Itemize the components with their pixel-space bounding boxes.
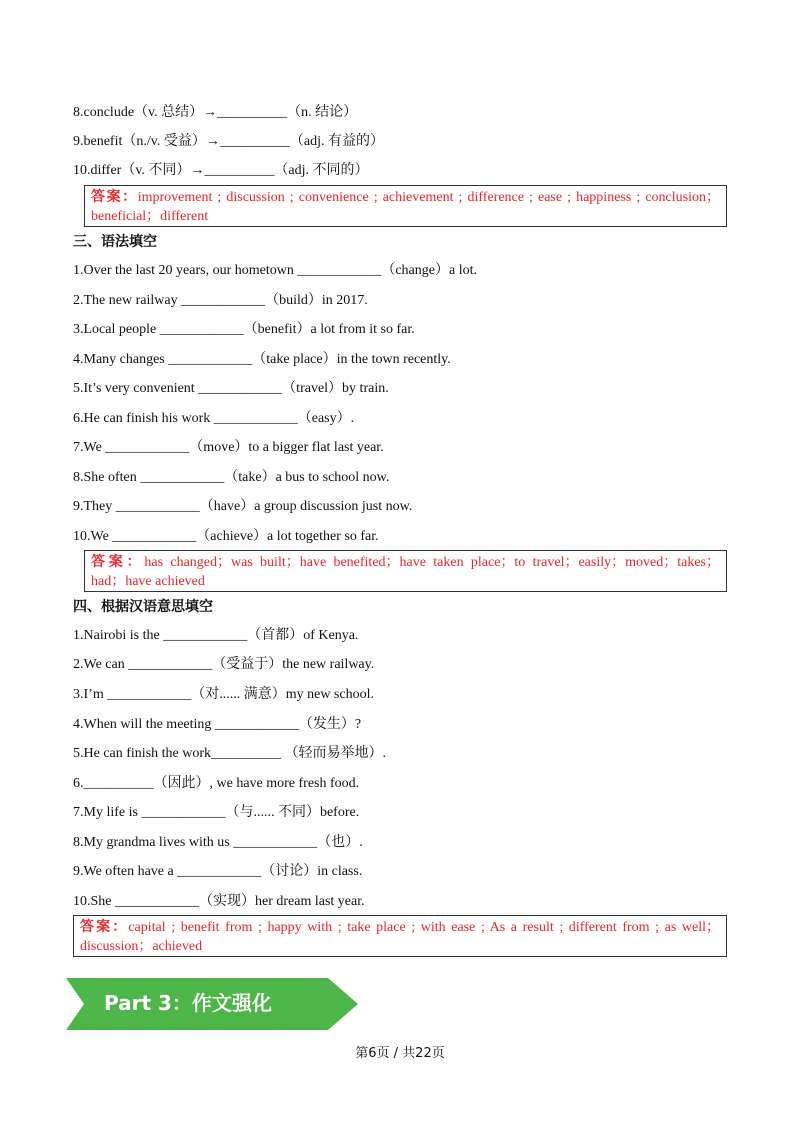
answer-box	[73, 915, 727, 957]
exercise-line: 6.He can finish his work ____________（easy）.	[73, 411, 355, 426]
exercise-line: 4.When will the meeting ____________（发生）?	[73, 717, 362, 732]
section-heading: 三、语法填空	[73, 234, 157, 250]
section-heading: 四、根据汉语意思填空	[73, 599, 213, 615]
exercise-line: 8.conclude（v. 总结）→__________（n. 结论）	[73, 105, 358, 120]
exercise-line: 10.We ____________（achieve）a lot together so far.	[73, 529, 379, 544]
answer-box	[84, 550, 727, 592]
exercise-line: 7.We ____________（move）to a bigger flat last year.	[73, 440, 384, 455]
exercise-line: 2.We can ____________（受益于）the new railway.	[73, 657, 375, 672]
answer-text: capital ; benefit from ; happy with ; take place ; with ease ; As a result ; different from ; as well；discussion；achieved	[80, 920, 721, 954]
answer-label: 答案：	[80, 919, 129, 935]
exercise-line: 4.Many changes ____________（take place）in the town recently.	[73, 352, 451, 367]
exercise-line: 3.Local people ____________（benefit）a lot from it so far.	[73, 322, 415, 337]
exercise-line: 5.It’s very convenient ____________（travel）by train.	[73, 381, 389, 396]
exercise-line: 7.My life is ____________（与...... 不同）before.	[73, 805, 360, 820]
exercise-line: 3.I’m ____________（对...... 满意）my new school.	[73, 687, 374, 702]
page-number: 第6页 / 共22页	[355, 1046, 445, 1061]
exercise-line: 1.Over the last 20 years, our hometown ____________（change）a lot.	[73, 263, 477, 278]
exercise-line: 9.benefit（n./v. 受益）→__________（adj. 有益的）	[73, 134, 384, 149]
exercise-line: 9.We often have a ____________（讨论）in class.	[73, 864, 363, 879]
part-banner-label: Part 3：作文强化	[104, 991, 272, 1015]
exercise-line: 8.My grandma lives with us ____________（也）.	[73, 835, 363, 850]
exercise-line: 10.She ____________（实现）her dream last year.	[73, 894, 365, 909]
exercise-line: 10.differ（v. 不同）→__________（adj. 不同的）	[73, 163, 369, 178]
exercise-line: 2.The new railway ____________（build）in 2017.	[73, 293, 368, 308]
exercise-line: 6.__________（因此）, we have more fresh food.	[73, 776, 360, 791]
exercise-line: 5.He can finish the work__________ （轻而易举地）.	[73, 746, 387, 761]
exercise-line: 8.She often ____________（take）a bus to school now.	[73, 470, 390, 485]
answer-label: 答案：	[91, 554, 145, 570]
answer-box	[84, 185, 727, 227]
answer-text: has changed；was built；have benefited；have taken place；to travel；easily；moved；takes；had；have achieved	[91, 555, 720, 589]
answer-label: 答案：	[91, 189, 138, 205]
exercise-line: 9.They ____________（have）a group discussion just now.	[73, 499, 413, 514]
answer-text: improvement ; discussion ; convenience ; achievement ; difference ; ease ; happiness ; conclusion；beneficial；different	[91, 190, 720, 224]
exercise-line: 1.Nairobi is the ____________（首都）of Kenya.	[73, 628, 359, 643]
